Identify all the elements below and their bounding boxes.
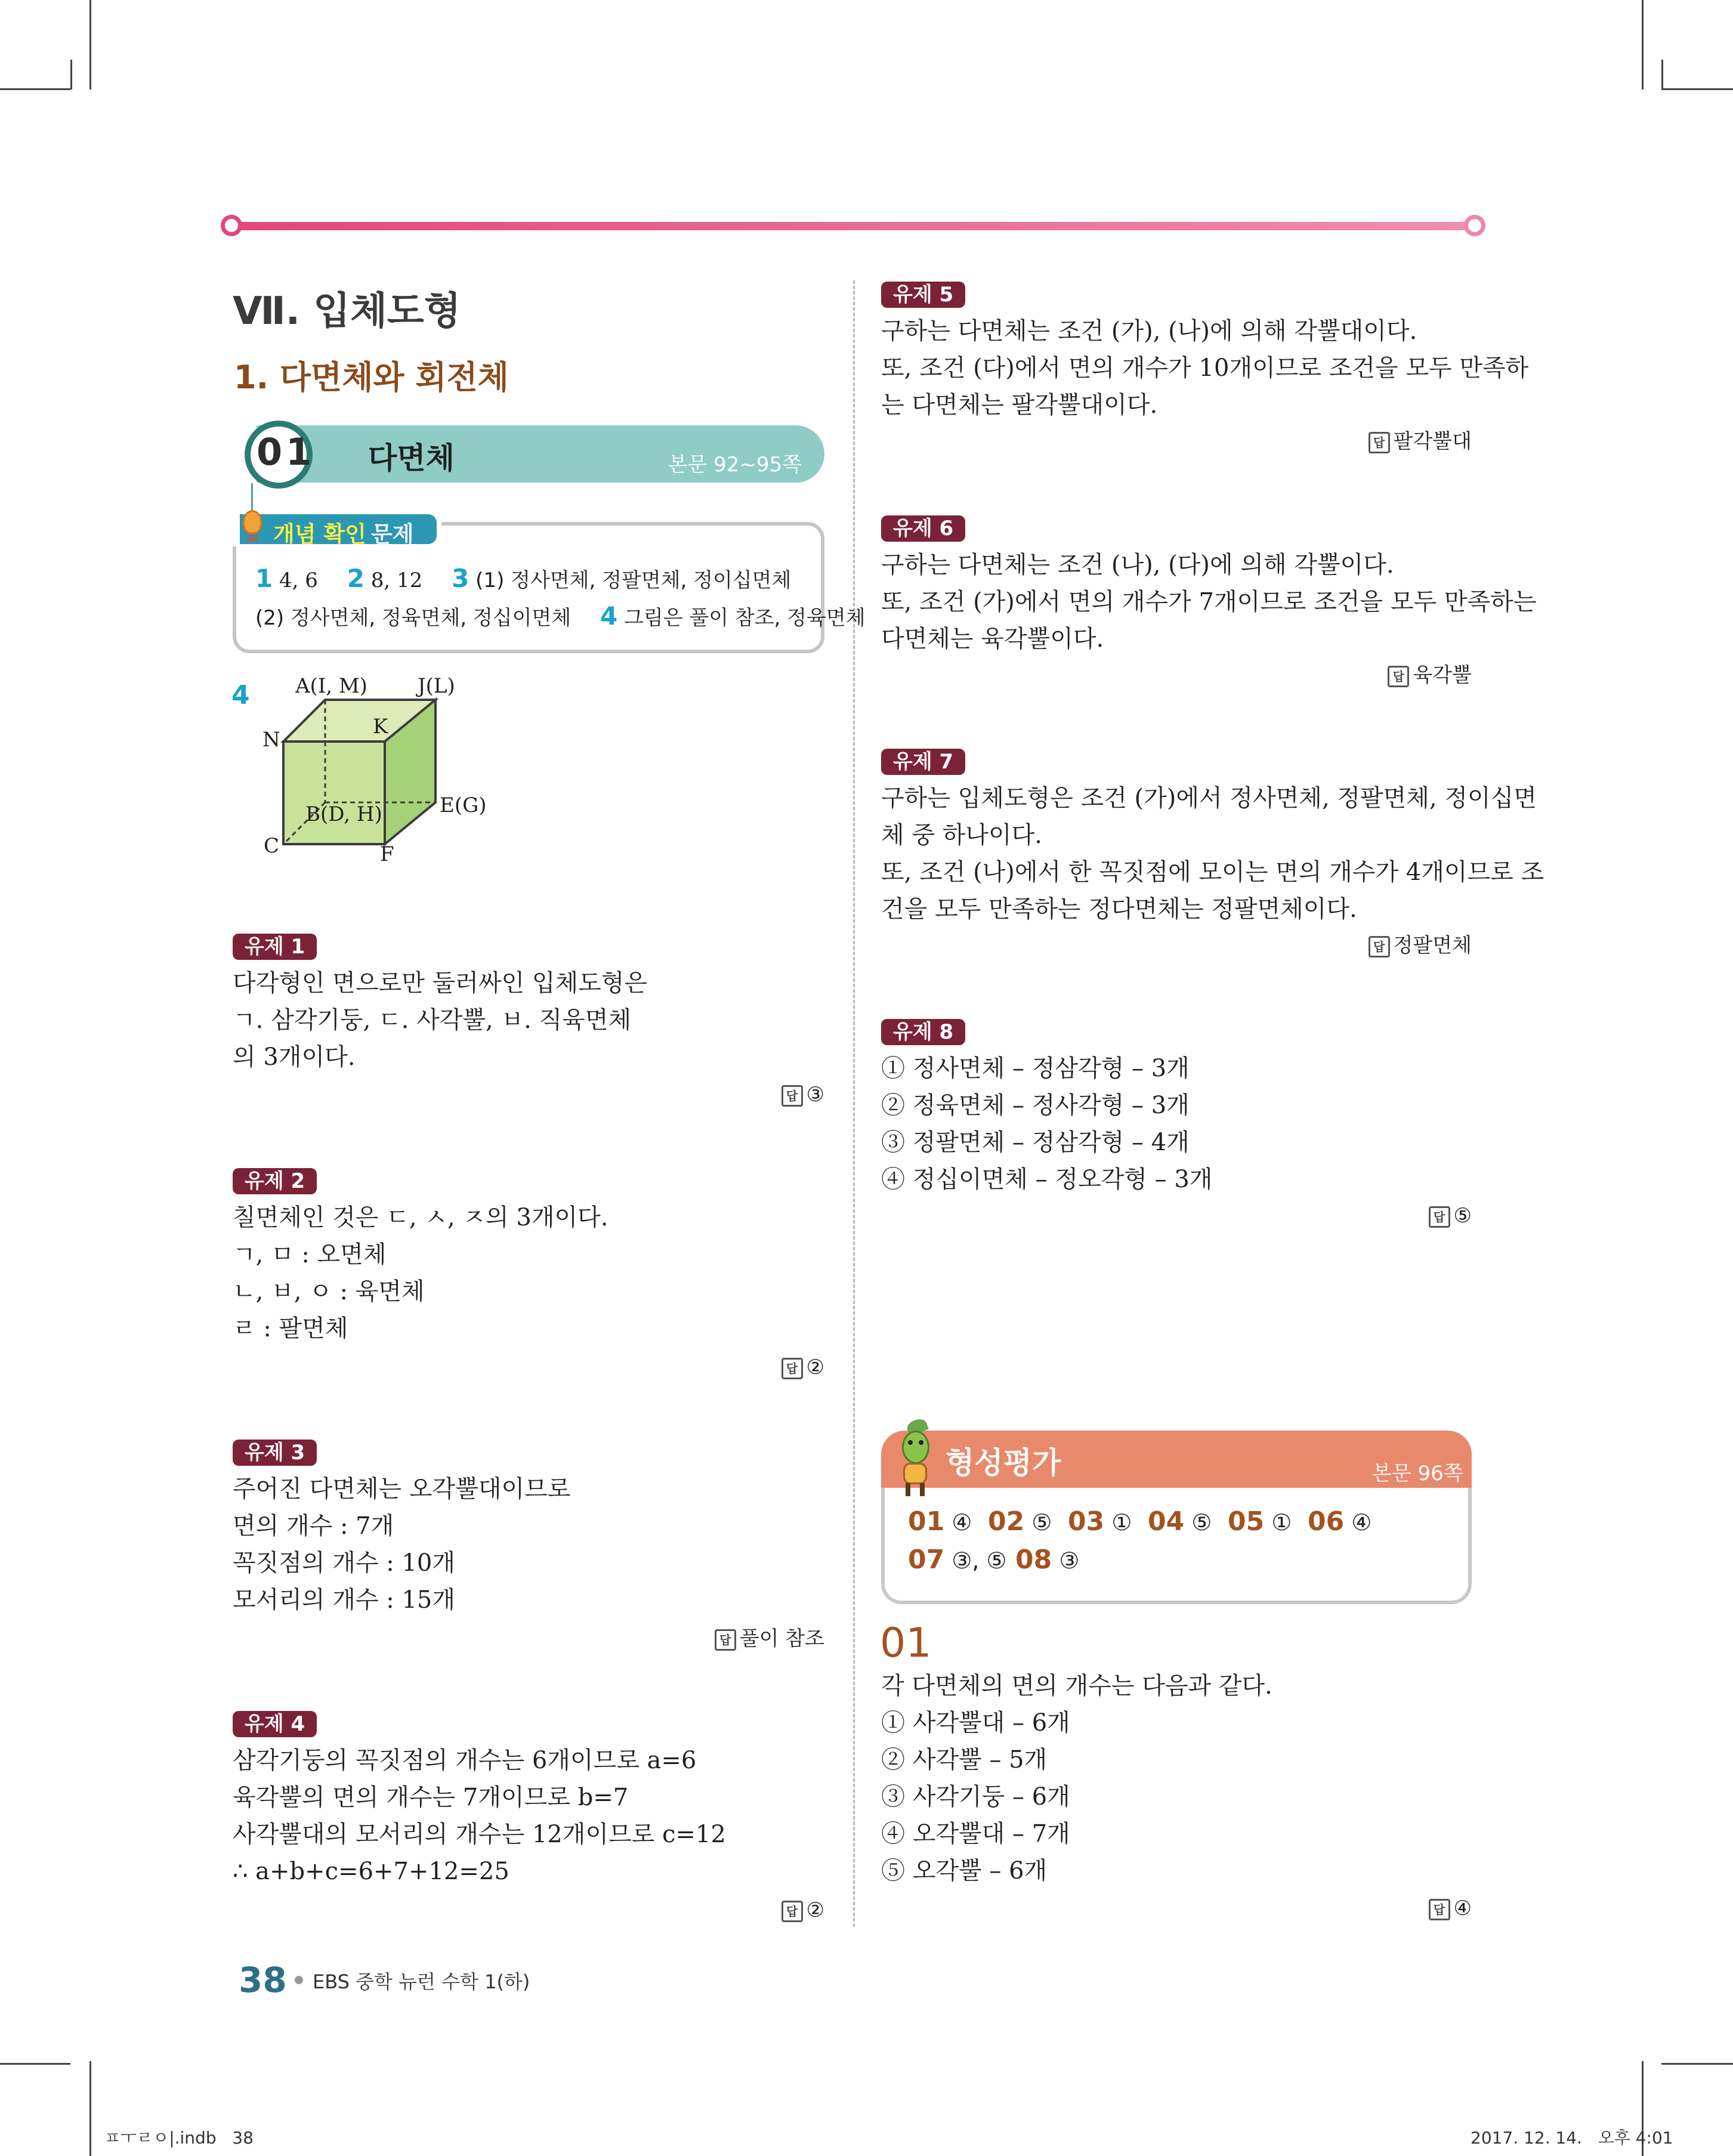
concept-line-1 <box>255 564 791 593</box>
solution-line: ④ 정십이면체 – 정오각형 – 3개 <box>881 1166 1213 1193</box>
solution-line: ∴ a+b+c=6+7+12=25 <box>233 1858 509 1885</box>
solution-line: 의 3개이다. <box>233 1043 356 1071</box>
crop-mark <box>1661 60 1663 89</box>
answer-mark: 답 <box>1388 666 1409 687</box>
solution-line: ㄱ, ㅁ : 오면체 <box>233 1241 387 1268</box>
column-divider <box>853 280 855 1927</box>
problem-7 <box>881 749 1544 963</box>
crop-mark <box>1661 2063 1733 2065</box>
solution-line: 칠면체인 것은 ㄷ, ㅅ, ㅈ의 3개이다. <box>233 1204 608 1231</box>
vertex-label: C <box>264 834 280 858</box>
crop-mark <box>70 60 72 89</box>
answer-mark: 답 <box>1429 1899 1450 1920</box>
answer: 답 정팔면체 <box>1369 932 1472 959</box>
answer: 답 육각뿔 <box>1388 662 1472 688</box>
concept-answer: 8, 12 <box>370 569 423 592</box>
slug-date: 2017. 12. 14. 오후 4:01 <box>1471 2128 1673 2148</box>
cube-figure <box>257 668 507 871</box>
page-reference: 본문 92~95쪽 <box>668 453 802 477</box>
problem-badge: 유제 6 <box>881 515 965 542</box>
answer: 답 ⑤ <box>1429 1203 1472 1229</box>
concept-answer: 그림은 풀이 참조, 정육면체 <box>624 606 866 630</box>
concept-line-2 <box>255 601 866 631</box>
solution-line: 다면체는 육각뿔이다. <box>881 625 1104 653</box>
problem-badge: 유제 3 <box>233 1440 317 1466</box>
solution-line: ㄹ : 팔면체 <box>233 1315 348 1342</box>
solution-line: 구하는 다면체는 조건 (나), (다)에 의해 각뿔이다. <box>881 551 1394 579</box>
problem-5 <box>881 282 1529 461</box>
solution-line: ㄱ. 삼각기둥, ㄷ. 사각뿔, ㅂ. 직육면체 <box>233 1006 632 1034</box>
vertex-label: E(G) <box>440 793 487 817</box>
question-01 <box>881 1667 1472 1930</box>
solution-line: 다각형인 면으로만 둘러싸인 입체도형은 <box>233 969 648 997</box>
problem-1 <box>233 934 824 1113</box>
concept-answer: (2) 정사면체, 정육면체, 정십이면체 <box>255 606 572 630</box>
vertex-label: F <box>380 842 394 866</box>
footer-dot <box>295 1976 303 1984</box>
crop-mark <box>0 88 70 90</box>
answer: 답 ② <box>781 1897 824 1923</box>
answer-mark: 답 <box>715 1629 736 1651</box>
crop-mark <box>89 0 91 89</box>
slug-file: ㅍㅜㄹㅇ|.indb 38 <box>104 2128 254 2148</box>
problem-6 <box>881 515 1537 694</box>
answer: 답 ③ <box>781 1082 824 1108</box>
solution-line: 주어진 다면체는 오각뿔대이므로 <box>233 1475 571 1503</box>
vertex-label: B(D, H) <box>305 802 382 826</box>
answer-mark: 답 <box>781 1085 803 1107</box>
answer: 답 ④ <box>1429 1895 1472 1922</box>
vertex-label: J(L) <box>418 674 455 698</box>
solution-line: ㄴ, ㅂ, ㅇ : 육면체 <box>233 1278 425 1305</box>
solution-line: 또, 조건 (나)에서 한 꼭짓점에 모이는 면의 개수가 4개이므로 조 <box>881 858 1544 886</box>
problem-badge: 유제 2 <box>233 1168 317 1194</box>
problem-2 <box>233 1168 824 1383</box>
solution-line: ③ 정팔면체 – 정삼각형 – 4개 <box>881 1129 1190 1156</box>
solution-line: ② 정육면체 – 정사각형 – 3개 <box>881 1092 1190 1119</box>
solution-line: 면의 개수 : 7개 <box>233 1512 394 1540</box>
top-bar <box>221 215 1485 236</box>
book-title: EBS 중학 뉴런 수학 1(하) <box>313 1970 530 1993</box>
concept-num: 1 <box>255 564 273 593</box>
concept-label-b: 문제 <box>371 521 414 547</box>
solution-line: ② 사각뿔 – 5개 <box>881 1746 1048 1774</box>
section-number: 01 <box>257 430 316 474</box>
solution-line: ① 정사면체 – 정삼각형 – 3개 <box>881 1055 1190 1082</box>
solution-line: 각 다면체의 면의 개수는 다음과 같다. <box>881 1672 1272 1700</box>
assessment-title: 형성평가 <box>946 1445 1061 1480</box>
answer-mark: 답 <box>1429 1206 1450 1228</box>
crop-mark <box>89 2061 91 2156</box>
assessment-row-1: 01 ④ 02 ⑤ 03 ① 04 ⑤ 05 ① 06 ④ <box>908 1506 1372 1537</box>
concept-answer: 4, 6 <box>279 569 318 592</box>
vertex-label: N <box>262 728 280 752</box>
answer: 답 풀이 참조 <box>715 1626 824 1652</box>
question-number: 01 <box>880 1620 932 1667</box>
concept-num: 4 <box>600 601 618 631</box>
figure-number: 4 <box>231 680 250 711</box>
problem-badge: 유제 1 <box>233 934 317 960</box>
crop-mark <box>1642 0 1644 89</box>
solution-line: 체 중 하나이다. <box>881 821 1042 849</box>
problem-3 <box>233 1440 824 1654</box>
assessment-row-2: 07 ③, ⑤ 08 ③ <box>908 1545 1080 1575</box>
solution-line: 또, 조건 (다)에서 면의 개수가 10개이므로 조건을 모두 만족하 <box>881 354 1529 382</box>
problem-badge: 유제 7 <box>881 749 965 775</box>
concept-label-a: 개념 확인 <box>273 521 366 547</box>
answer-mark: 답 <box>781 1901 803 1922</box>
bulb-icon <box>239 510 266 547</box>
concept-num: 2 <box>347 564 364 593</box>
answer-mark: 답 <box>781 1358 803 1379</box>
problem-4 <box>233 1711 824 1926</box>
section-header <box>233 421 824 485</box>
solution-line: 건을 모두 만족하는 정다면체는 정팔면체이다. <box>881 895 1357 923</box>
mascot-icon <box>889 1420 943 1497</box>
answer-mark: 답 <box>1369 936 1390 957</box>
concept-num: 3 <box>452 564 469 593</box>
section-title: 1. 다면체와 회전체 <box>234 359 509 396</box>
solution-line: 삼각기둥의 꼭짓점의 개수는 6개이므로 a=6 <box>233 1747 697 1774</box>
solution-line: ④ 오각뿔대 – 7개 <box>881 1820 1070 1848</box>
solution-line: ① 사각뿔대 – 6개 <box>881 1709 1070 1737</box>
vertex-label: A(I, M) <box>295 674 367 698</box>
problem-8 <box>881 1019 1472 1234</box>
solution-line: ⑤ 오각뿔 – 6개 <box>881 1857 1048 1885</box>
solution-line: 꼭짓점의 개수 : 10개 <box>233 1549 455 1577</box>
assessment-ref: 본문 96쪽 <box>1372 1462 1463 1485</box>
answer: 답 ② <box>781 1354 824 1380</box>
solution-line: 는 다면체는 팔각뿔대이다. <box>881 391 1158 419</box>
problem-badge: 유제 8 <box>881 1019 965 1045</box>
answer: 답 팔각뿔대 <box>1369 428 1472 455</box>
section-header-title: 다면체 <box>368 441 455 475</box>
crop-mark <box>1661 88 1733 90</box>
vertex-label: K <box>373 715 388 739</box>
chapter-title: Ⅶ. 입체도형 <box>233 289 461 333</box>
answer-mark: 답 <box>1369 432 1390 453</box>
solution-line: 구하는 입체도형은 조건 (가)에서 정사면체, 정팔면체, 정이십면 <box>881 784 1537 812</box>
solution-line: 사각뿔대의 모서리의 개수는 12개이므로 c=12 <box>233 1821 726 1848</box>
concept-answer: (1) 정사면체, 정팔면체, 정이십면체 <box>475 569 792 592</box>
page-number: 38 <box>239 1960 287 2000</box>
solution-line: 또, 조건 (가)에서 면의 개수가 7개이므로 조건을 모두 만족하는 <box>881 588 1537 616</box>
problem-badge: 유제 4 <box>233 1711 317 1737</box>
problem-badge: 유제 5 <box>881 282 965 308</box>
solution-line: 모서리의 개수 : 15개 <box>233 1586 455 1614</box>
solution-line: 구하는 다면체는 조건 (가), (나)에 의해 각뿔대이다. <box>881 317 1417 345</box>
solution-line: ③ 사각기둥 – 6개 <box>881 1783 1070 1811</box>
crop-mark <box>0 2063 70 2065</box>
solution-line: 육각뿔의 면의 개수는 7개이므로 b=7 <box>233 1784 629 1811</box>
